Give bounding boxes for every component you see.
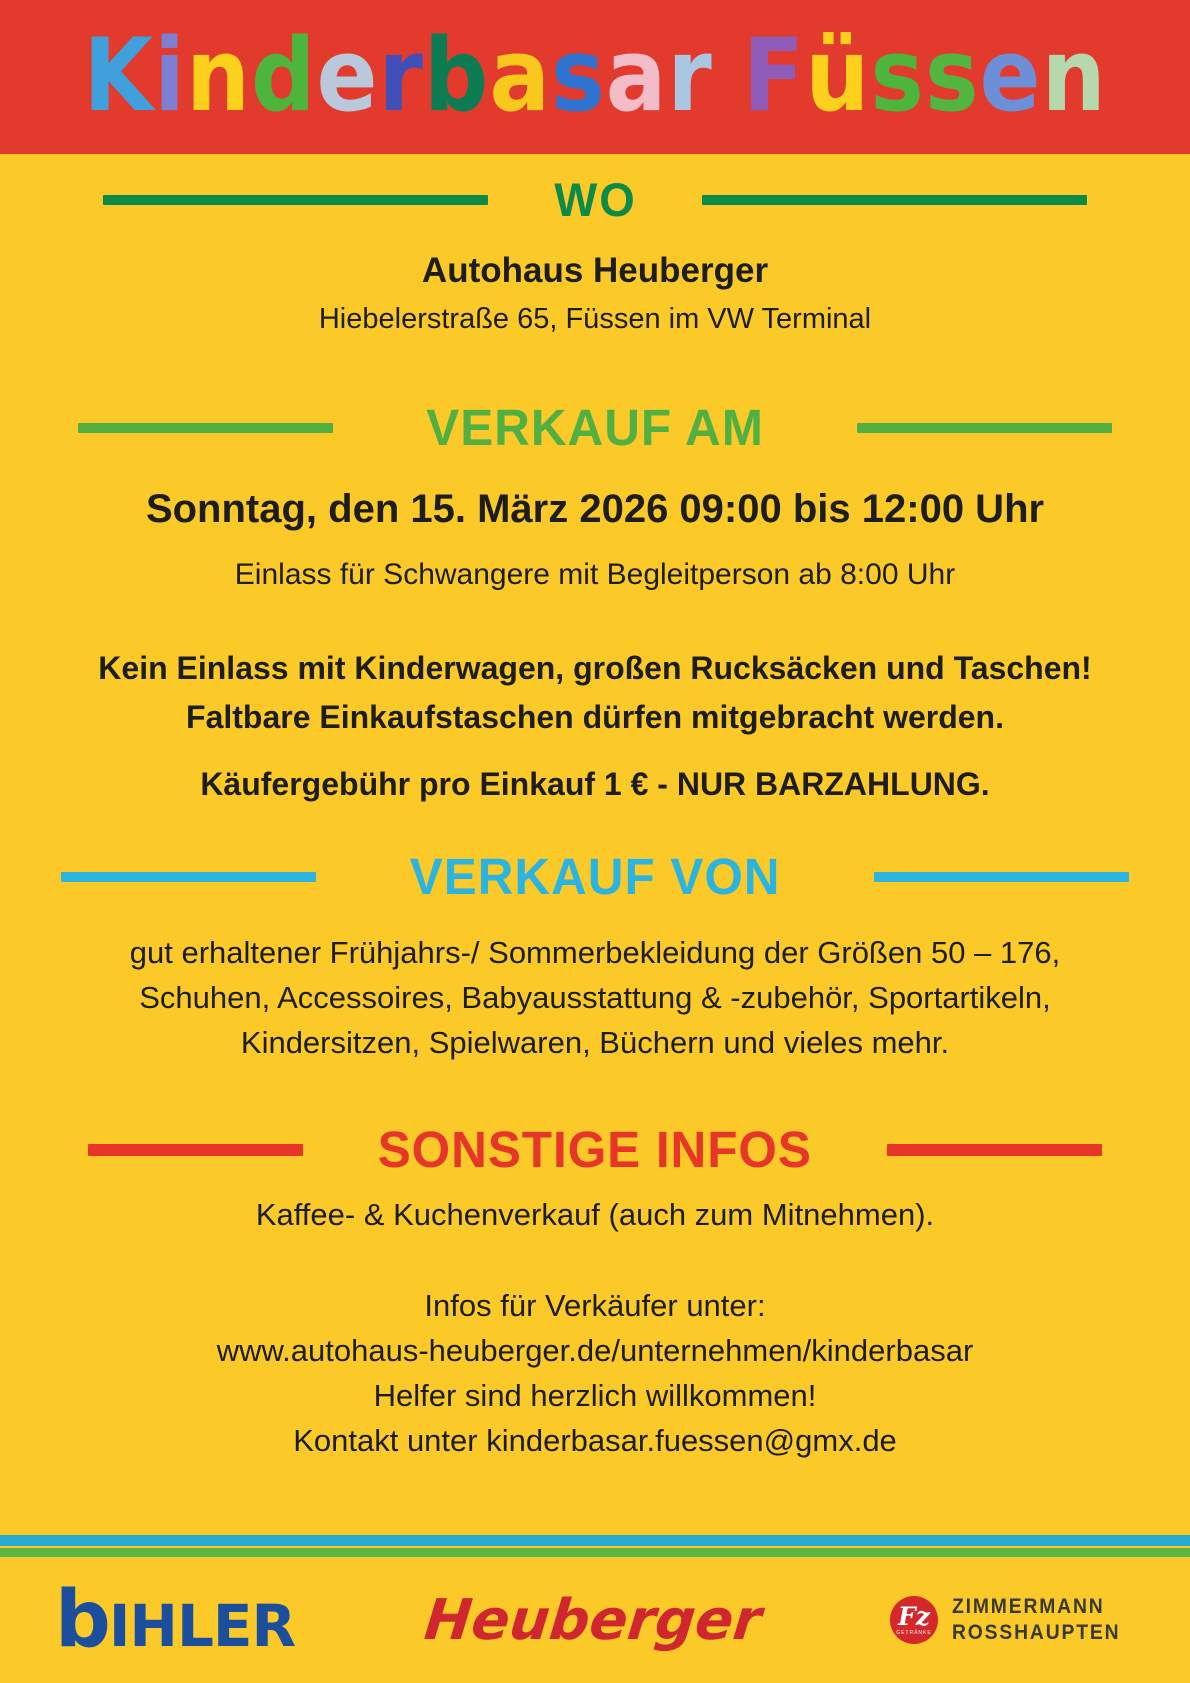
title-letter: s: [551, 17, 606, 135]
title-letter: s: [924, 17, 980, 135]
title-letter: s: [870, 17, 925, 135]
footer: [0, 1570, 1190, 1670]
title-letter: r: [667, 17, 713, 135]
header-band: [0, 0, 1190, 154]
title-letter: K: [83, 17, 155, 135]
title-letter: d: [251, 17, 317, 135]
title-letter: r: [378, 17, 424, 135]
zimmermann-name-line1: ZIMMERMANN: [951, 1595, 1105, 1618]
kaffee-note: Kaffee- & Kuchenverkauf (auch zum Mitnehmen).: [255, 1197, 935, 1232]
divider-rule-right: [702, 195, 1087, 205]
zimmermann-badge-icon: [890, 1596, 938, 1644]
divider-rule-right: [887, 1144, 1102, 1156]
zimmermann-logo: [890, 1594, 1135, 1646]
wo-heading: WO: [553, 173, 637, 226]
stripe-green: [0, 1548, 1190, 1557]
title-letter: ü: [805, 17, 871, 135]
verkauf-von-heading: VERKAUF VON: [409, 848, 781, 905]
bihler-logo: [55, 1575, 296, 1665]
warning-line-2: Faltbare Einkaufstaschen dürfen mitgebracht werden.: [186, 699, 1004, 735]
title-letter: e: [316, 17, 379, 135]
sonstige-infos-heading: SONSTIGE INFOS: [377, 1121, 813, 1178]
info-line: Infos für Verkäufer unter:: [424, 1288, 766, 1323]
zimmermann-name: [952, 1594, 1120, 1646]
sale-items-line: Kindersitzen, Spielwaren, Büchern und vieles mehr.: [240, 1025, 950, 1060]
title-letter: n: [185, 17, 252, 135]
poster-title: [83, 17, 1107, 135]
sale-items-paragraph: [0, 930, 1190, 1065]
title-letter: b: [423, 17, 490, 135]
divider-rule-left: [61, 872, 316, 882]
zimmermann-getraenke-label: GETRÄNKE: [896, 1630, 932, 1636]
title-letter: a: [605, 17, 668, 135]
zimmermann-monogram: Fz: [897, 1602, 930, 1631]
title-letter: i: [154, 17, 186, 135]
divider-rule-left: [78, 423, 333, 433]
einlass-note: Einlass für Schwangere mit Begleitperson ab 8:00 Uhr: [234, 558, 956, 591]
zimmermann-name-line2: ROSSHAUPTEN: [951, 1621, 1121, 1644]
section-verkauf-am-heading-row: [0, 398, 1190, 457]
event-datetime: Sonntag, den 15. März 2026 09:00 bis 12:00 Uhr: [145, 487, 1045, 531]
venue-name: Autohaus Heuberger: [421, 251, 769, 290]
seller-info-block: [0, 1283, 1190, 1463]
section-verkauf-von-heading-row: [0, 847, 1190, 906]
venue-address: Hiebelerstraße 65, Füssen im VW Terminal: [318, 303, 872, 335]
divider-rule-left: [88, 1144, 303, 1156]
info-line-url: www.autohaus-heuberger.de/unternehmen/kinderbasar: [216, 1333, 974, 1368]
divider-rule-right: [857, 423, 1112, 433]
bihler-logo-b: b: [55, 1575, 109, 1665]
divider-rule-right: [874, 872, 1129, 882]
info-line: Helfer sind herzlich willkommen!: [373, 1378, 817, 1413]
stripe-cyan: [0, 1535, 1190, 1546]
divider-rule-left: [103, 195, 488, 205]
fee-note: Käufergebühr pro Einkauf 1 € - NUR BARZAHLUNG.: [200, 766, 990, 802]
section-sonstige-infos-heading-row: [0, 1120, 1190, 1179]
bihler-logo-rest: IHLER: [108, 1592, 296, 1660]
title-letter: F: [742, 17, 806, 135]
title-letter: e: [979, 17, 1042, 135]
verkauf-am-heading: VERKAUF AM: [426, 399, 764, 456]
title-letter: [713, 26, 743, 127]
heuberger-logo: Heuberger: [421, 1587, 765, 1653]
sale-items-line: gut erhaltener Frühjahrs-/ Sommerbekleidung der Größen 50 – 176,: [129, 935, 1061, 970]
warning-line-1: Kein Einlass mit Kinderwagen, großen Rucksäcken und Taschen!: [98, 650, 1092, 686]
info-line-email: Kontakt unter kinderbasar.fuessen@gmx.de: [293, 1423, 897, 1458]
title-letter: n: [1041, 17, 1107, 135]
section-wo-heading-row: [0, 172, 1190, 227]
sale-items-line: Schuhen, Accessoires, Babyausstattung & -zubehör, Sportartikeln,: [139, 980, 1051, 1015]
title-letter: a: [489, 17, 552, 135]
